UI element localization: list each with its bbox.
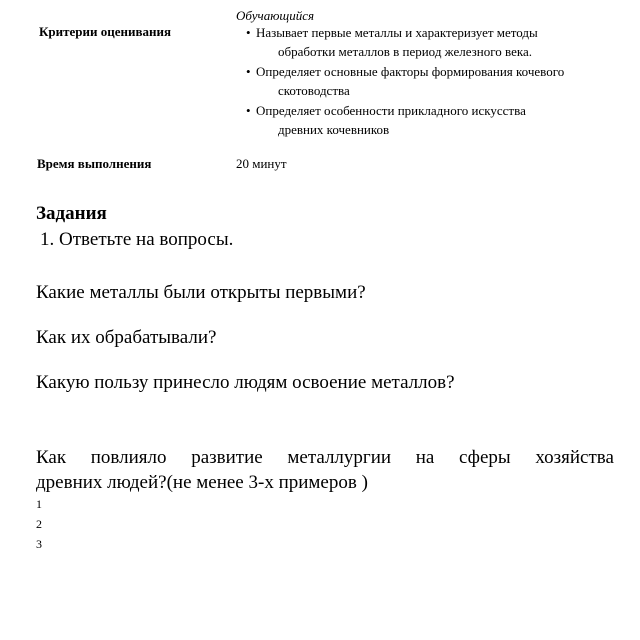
task-1-instruction: 1. Ответьте на вопросы. (40, 229, 234, 250)
criteria-item-line1: Определяет особенности прикладного искусства (256, 103, 526, 118)
bullet-icon: • (246, 25, 251, 40)
criteria-item (246, 24, 626, 61)
example-number-3: 3 (36, 537, 42, 551)
example-number-1: 1 (36, 497, 42, 511)
criteria-item (246, 102, 626, 139)
bullet-icon: • (246, 64, 251, 79)
criteria-item-line2: обработки металлов в период железного века. (278, 43, 532, 59)
question-4-word: сферы (459, 447, 511, 468)
question-1: Какие металлы были открыты первыми? (36, 282, 366, 303)
criteria-label: Критерии оценивания (39, 24, 172, 39)
question-4 (36, 445, 614, 495)
criteria-item-line2: скотоводства (278, 82, 350, 98)
question-4-word: металлургии (287, 447, 392, 468)
criteria-item-line1: Называет первые металлы и характеризует методы (256, 25, 538, 40)
criteria-item-line2: древних кочевников (278, 121, 390, 137)
question-2: Как их обрабатывали? (36, 327, 217, 348)
example-number-2: 2 (36, 517, 42, 531)
criteria-list (246, 24, 626, 141)
time-label: Время выполнения (37, 156, 152, 171)
time-value: 20 минут (236, 156, 287, 171)
question-4-line2: древних людей?(не менее 3-х примеров ) (36, 472, 368, 493)
criteria-item-line1: Определяет основные факторы формирования кочевого (256, 64, 565, 79)
bullet-icon: • (246, 103, 251, 118)
question-3: Какую пользу принесло людям освоение металлов? (36, 372, 455, 393)
criteria-item (246, 63, 626, 100)
question-4-word: повлияло (90, 447, 167, 468)
tasks-title: Задания (36, 203, 107, 224)
question-4-word: Как (36, 447, 67, 468)
learner-heading: Обучающийся (236, 8, 315, 23)
question-4-word: на (415, 447, 435, 468)
question-4-line1 (36, 445, 614, 470)
question-4-word: хозяйства (535, 447, 614, 468)
question-4-word: развитие (191, 447, 263, 468)
